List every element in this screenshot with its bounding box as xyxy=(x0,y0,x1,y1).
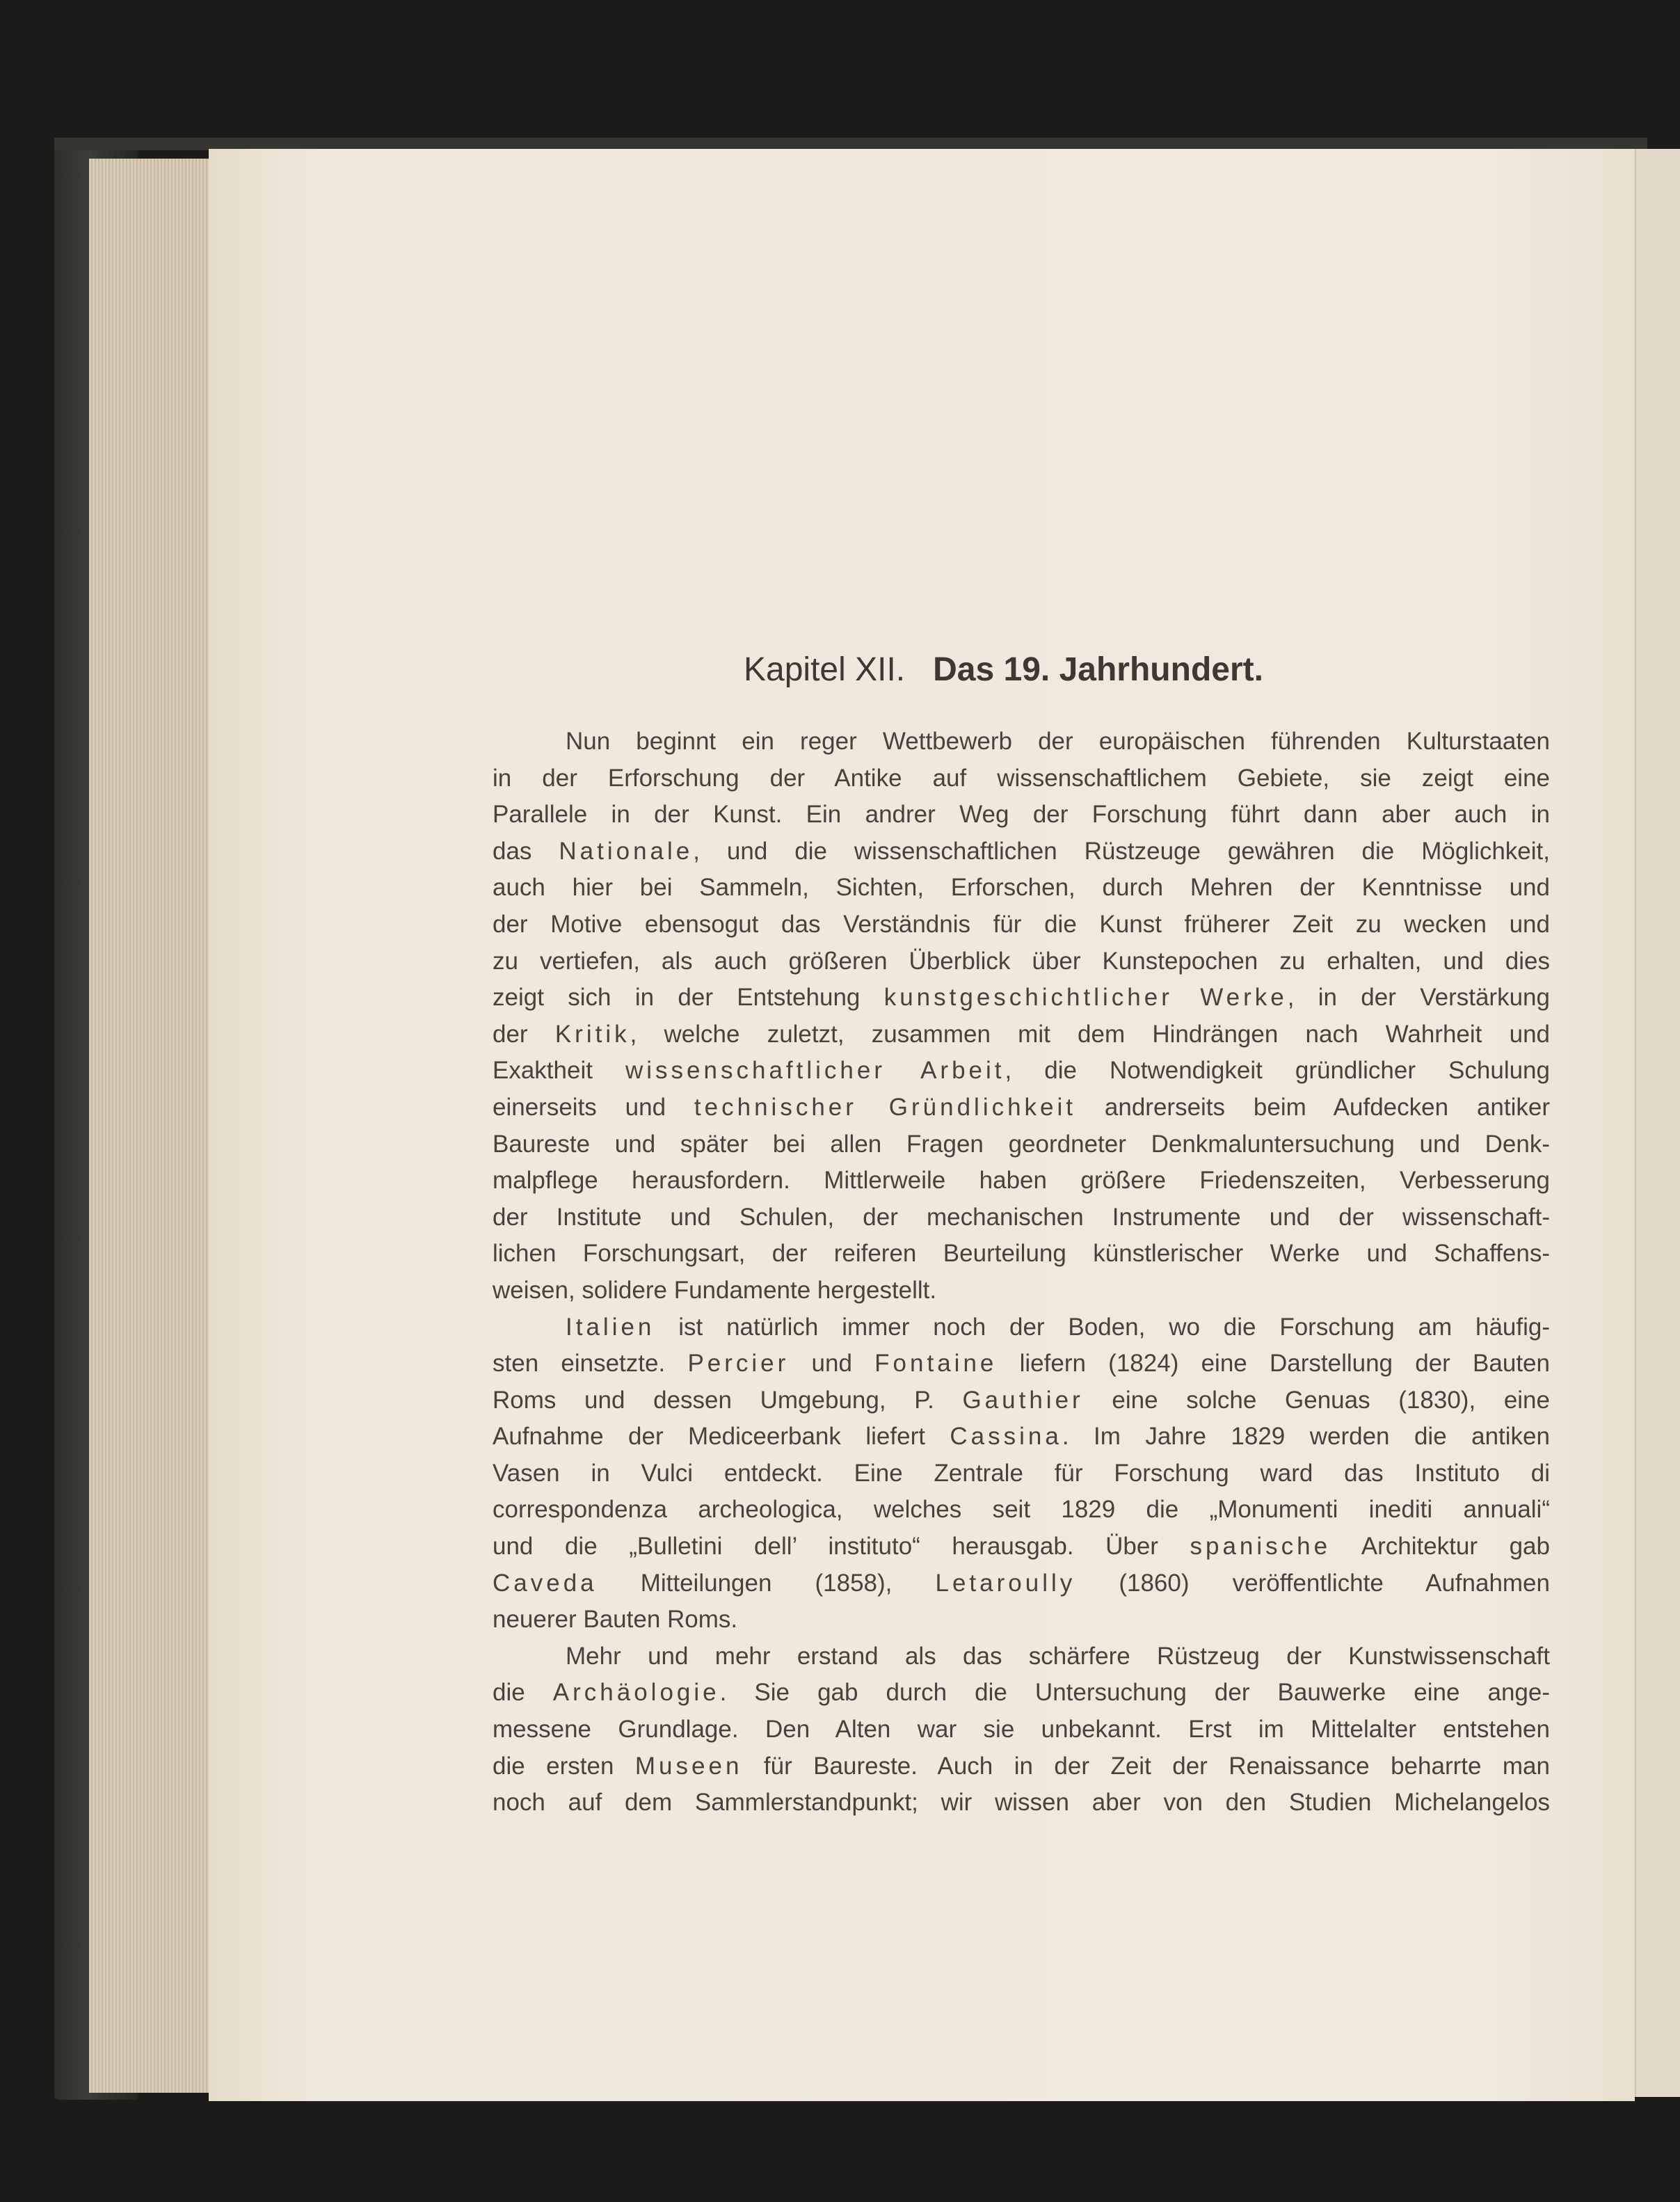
text-run: der xyxy=(493,1020,555,1048)
text-run: (1860) veröffentlichte Aufnahmen xyxy=(1075,1569,1550,1597)
text-run: Exaktheit xyxy=(493,1057,625,1085)
spaced-emphasis: Fontaine xyxy=(874,1350,998,1378)
text-run: zu vertiefen, als auch größeren Überblick über Kunstepochen zu erhalten, und dies xyxy=(493,947,1550,975)
text-run: correspondenza archeologica, welches seit 1829 die „Monumenti inediti annuali“ xyxy=(493,1496,1550,1524)
spaced-emphasis: Nationale xyxy=(559,837,694,865)
text-line xyxy=(493,1602,1550,1638)
text-line xyxy=(493,1090,1550,1126)
chapter-heading xyxy=(0,651,1680,689)
text-line xyxy=(493,1638,1550,1675)
text-run: liefern (1824) eine Darstellung der Bauten xyxy=(997,1350,1550,1378)
text-run: das xyxy=(493,837,559,865)
text-line xyxy=(493,1675,1550,1712)
text-line xyxy=(493,1748,1550,1785)
text-line xyxy=(493,1455,1550,1492)
body-text xyxy=(493,724,1550,1821)
text-run: in der Erforschung der Antike auf wissenschaftlichem Gebiete, sie zeigt eine xyxy=(493,764,1550,792)
text-run: Mitteilungen (1858), xyxy=(597,1569,936,1597)
text-line xyxy=(493,1419,1550,1455)
spaced-emphasis: spanische xyxy=(1190,1533,1331,1561)
text-run: Mehr und mehr erstand als das schärfere Rüstzeug der Kunstwissenschaft xyxy=(566,1642,1550,1670)
text-run: ist natürlich immer noch der Boden, wo die Forschung am häufig- xyxy=(655,1313,1550,1341)
text-run: neuerer Bauten Roms. xyxy=(493,1606,738,1634)
text-run: und xyxy=(789,1350,875,1378)
text-line xyxy=(493,1272,1550,1309)
text-line xyxy=(493,1163,1550,1199)
spaced-emphasis: Gauthier xyxy=(962,1386,1084,1414)
text-run: malpflege herausfordern. Mittlerweile haben größere Friedenszeiten, Verbesserung xyxy=(493,1167,1550,1195)
text-line xyxy=(493,1236,1550,1272)
spaced-emphasis: technischer Gründlichkeit xyxy=(694,1093,1077,1121)
text-run: messene Grundlage. Den Alten war sie unbekannt. Erst im Mittelalter entstehen xyxy=(493,1716,1550,1744)
text-line xyxy=(493,1309,1550,1346)
text-run: auch hier bei Sammeln, Sichten, Erforschen, durch Mehren der Kenntnisse und xyxy=(493,874,1550,902)
text-line xyxy=(493,1199,1550,1236)
text-line xyxy=(493,1382,1550,1419)
text-run: eine solche Genuas (1830), eine xyxy=(1083,1386,1550,1414)
text-line xyxy=(493,724,1550,760)
text-run: , in der Verstärkung xyxy=(1287,984,1550,1012)
text-line xyxy=(493,1126,1550,1163)
spaced-emphasis: Archäologie xyxy=(552,1679,720,1707)
text-run: Nun beginnt ein reger Wettbewerb der europäischen führenden Kulturstaaten xyxy=(566,728,1550,755)
text-line xyxy=(493,870,1550,907)
text-run: die xyxy=(493,1679,553,1707)
text-run: . Sie gab durch die Untersuchung der Bauwerke eine ange- xyxy=(719,1679,1550,1707)
text-run: Parallele in der Kunst. Ein andrer Weg der Forschung führt dann aber auch in xyxy=(493,801,1550,829)
text-line xyxy=(493,1565,1550,1602)
spaced-emphasis: Italien xyxy=(566,1313,655,1341)
text-line xyxy=(493,833,1550,870)
text-line xyxy=(493,1529,1550,1565)
text-run: Architektur gab xyxy=(1331,1533,1550,1561)
text-run: , und die wissenschaftlichen Rüstzeuge gewähren die Möglichkeit, xyxy=(693,837,1550,865)
text-line xyxy=(493,980,1550,1016)
chapter-title: Das 19. Jahrhundert. xyxy=(933,651,1263,688)
spaced-emphasis: Kritik xyxy=(554,1020,630,1048)
text-run: Roms und dessen Umgebung, P. xyxy=(493,1386,963,1414)
text-run: einerseits und xyxy=(493,1093,694,1121)
text-run: andrerseits beim Aufdecken antiker xyxy=(1076,1093,1550,1121)
text-run: , die Notwendigkeit gründlicher Schulung xyxy=(1005,1057,1550,1085)
text-run: Aufnahme der Mediceerbank liefert xyxy=(493,1423,950,1451)
spaced-emphasis: wissenschaftlicher Arbeit xyxy=(625,1057,1005,1085)
text-line xyxy=(493,1785,1550,1821)
text-run: Vasen in Vulci entdeckt. Eine Zentrale für Forschung ward das Instituto di xyxy=(493,1459,1550,1487)
text-line xyxy=(493,1053,1550,1090)
spaced-emphasis: Museen xyxy=(634,1752,743,1780)
text-run: die ersten xyxy=(493,1752,635,1780)
text-run: . Im Jahre 1829 werden die antiken xyxy=(1062,1423,1550,1451)
spaced-emphasis: kunstgeschichtlicher Werke xyxy=(883,984,1288,1012)
text-line xyxy=(493,907,1550,943)
text-line xyxy=(493,1492,1550,1529)
text-line xyxy=(493,760,1550,797)
text-run: für Baureste. Auch in der Zeit der Renaissance beharrte man xyxy=(742,1752,1550,1780)
spaced-emphasis: Caveda xyxy=(493,1569,598,1597)
text-line xyxy=(493,1016,1550,1053)
page-stack-edges xyxy=(89,159,214,2093)
text-line xyxy=(493,797,1550,833)
text-run: sten einsetzte. xyxy=(493,1350,688,1378)
text-run: der Institute und Schulen, der mechanischen Instrumente und der wissenschaft- xyxy=(493,1203,1550,1231)
text-line xyxy=(493,1346,1550,1382)
facing-page-edge xyxy=(1635,149,1680,2097)
text-run: und die „Bulletini dell’ instituto“ herausgab. Über xyxy=(493,1533,1190,1561)
text-run: lichen Forschungsart, der reiferen Beurteilung künstlerischer Werke und Schaffens- xyxy=(493,1240,1550,1268)
spaced-emphasis: Letaroully xyxy=(935,1569,1076,1597)
text-run: noch auf dem Sammlerstandpunkt; wir wissen aber von den Studien Michelangelos xyxy=(493,1789,1550,1817)
text-run: Baureste und später bei allen Fragen geordneter Denkmaluntersuchung und Denk- xyxy=(493,1130,1550,1158)
text-run: der Motive ebensogut das Verständnis für die Kunst früherer Zeit zu wecken und xyxy=(493,910,1550,938)
chapter-number: Kapitel XII. xyxy=(744,651,906,688)
text-line xyxy=(493,943,1550,980)
text-run: weisen, solidere Fundamente hergestellt. xyxy=(493,1276,937,1304)
text-run: zeigt sich in der Entstehung xyxy=(493,984,884,1012)
spaced-emphasis: Percier xyxy=(687,1350,790,1378)
text-run: , welche zuletzt, zusammen mit dem Hindrängen nach Wahrheit und xyxy=(630,1020,1550,1048)
spaced-emphasis: Cassina xyxy=(950,1423,1062,1451)
text-line xyxy=(493,1712,1550,1748)
